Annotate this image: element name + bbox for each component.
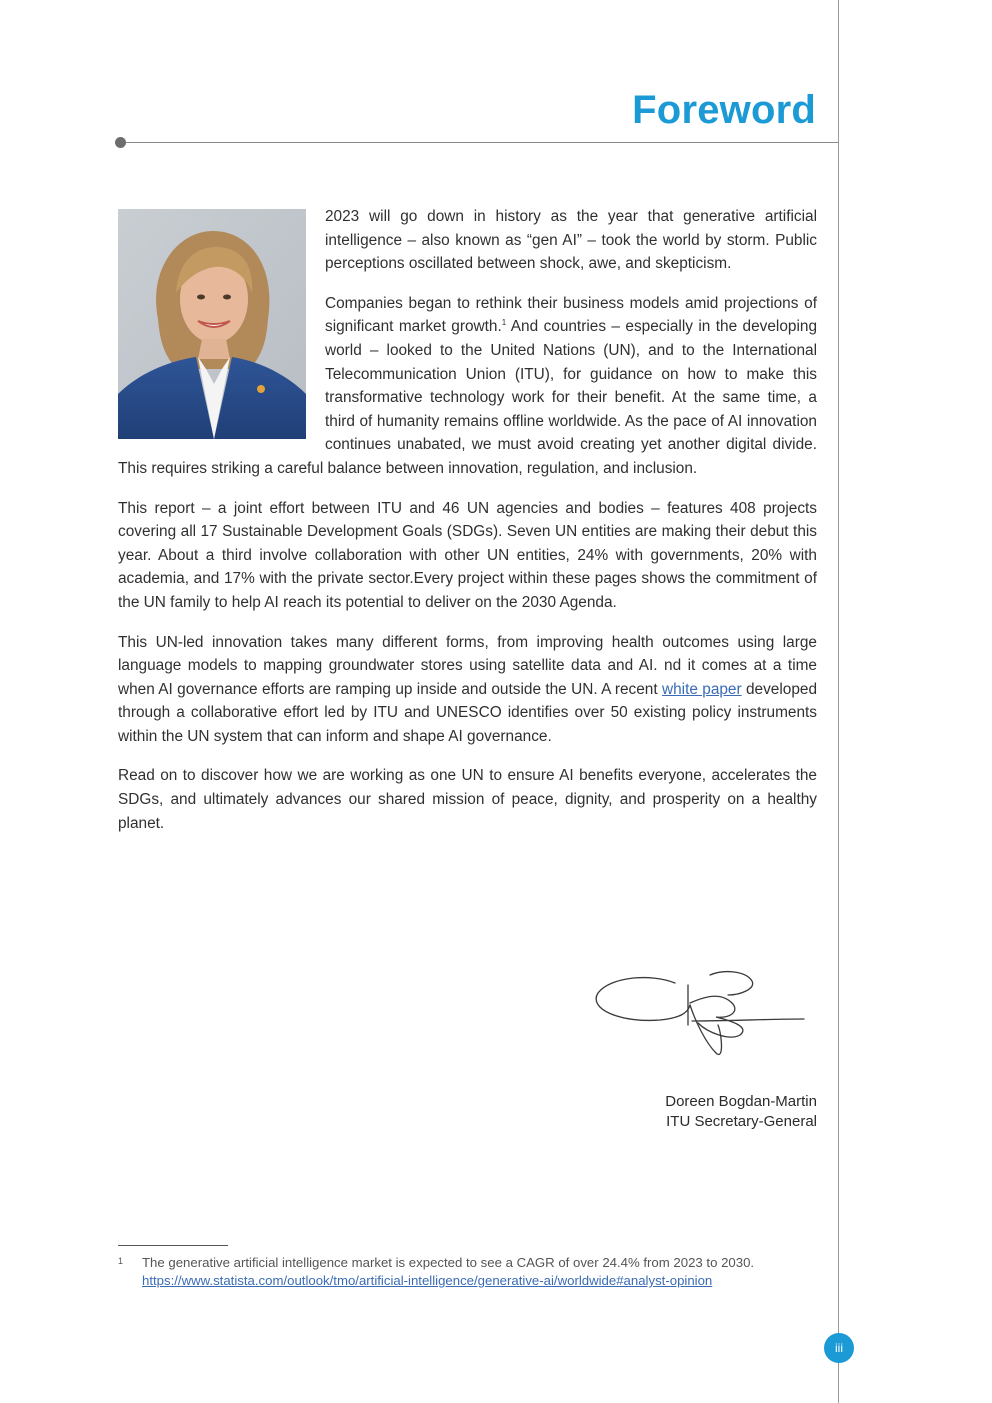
signer-block xyxy=(665,1092,817,1132)
foreword-body xyxy=(118,205,817,851)
paragraph-3: This report – a joint effort between ITU and 46 UN agencies and bodies – features 408 projects covering all 17 Sustainable Development Goals (SDGs). Seven UN entities are making their debut this year. About a third involve collaboration with other UN entities, 24% with governments, 20% with academia, and 17% with the private sector.Every project within these pages shows the commitment of the UN family to help AI reach its potential to deliver on the 2030 Agenda. xyxy=(118,499,817,611)
page-edge-line xyxy=(838,0,839,1403)
title-rule xyxy=(120,142,838,143)
paragraph-2-end: And countries – especially in the developing world – looked to the United Nations (UN), and to the International Telecommunication Union (ITU), for guidance on how to make this transformative technology work for their benefit. At the same time, a third of humanity remains offline worldwide. As the pace of AI innovation continues unabated, we must avoid creating yet another digital divide. This requires striking a careful balance between innovation, regulation, and inclusion. xyxy=(118,318,818,477)
white-paper-link[interactable]: white paper xyxy=(661,680,742,698)
paragraph-4-end: developed through a collaborative effort led by ITU and UNESCO identifies over 50 existing policy instruments within the UN system that can inform and shape AI governance. xyxy=(118,680,818,745)
signer-role: ITU Secretary-General xyxy=(666,1113,817,1130)
paragraph-2-start: Companies began to rethink their business models amid projections of significant market growth. xyxy=(325,294,817,336)
footnote-link[interactable]: https://www.statista.com/outlook/tmo/artificial-intelligence/generative-ai/worldwide#analyst-opinion xyxy=(142,1273,713,1288)
page-title: Foreword xyxy=(632,88,816,132)
signer-name: Doreen Bogdan-Martin xyxy=(665,1093,817,1110)
paragraph-5: Read on to discover how we are working as one UN to ensure AI benefits everyone, accelerates the SDGs, and ultimately advances our shared mission of peace, dignity, and prosperity on a healthy planet. xyxy=(118,767,817,832)
paragraph-4-start: This UN-led innovation takes many different forms, from improving health outcomes using large language models to mapping groundwater stores using satellite data and AI. nd it comes at a time when AI governance efforts are ramping up inside and outside the UN. A recent xyxy=(118,633,817,698)
paragraph-1: 2023 will go down in history as the year that generative artificial intelligence – also known as “gen AI” – took the world by storm. Public perceptions oscillated between shock, awe, and skepticism. xyxy=(325,208,817,273)
footnote xyxy=(118,1254,818,1290)
signature-image xyxy=(590,965,810,1070)
footnote-rule xyxy=(118,1245,228,1246)
title-rule-dot xyxy=(115,137,126,148)
page-number-badge: iii xyxy=(824,1333,854,1363)
footnote-number: 1 xyxy=(118,1256,124,1266)
paragraph-4 xyxy=(118,631,817,749)
footnote-ref[interactable]: 1 xyxy=(501,318,507,328)
footnote-text: The generative artificial intelligence market is expected to see a CAGR of over 24.4% from 2023 to 2030. xyxy=(142,1255,755,1270)
